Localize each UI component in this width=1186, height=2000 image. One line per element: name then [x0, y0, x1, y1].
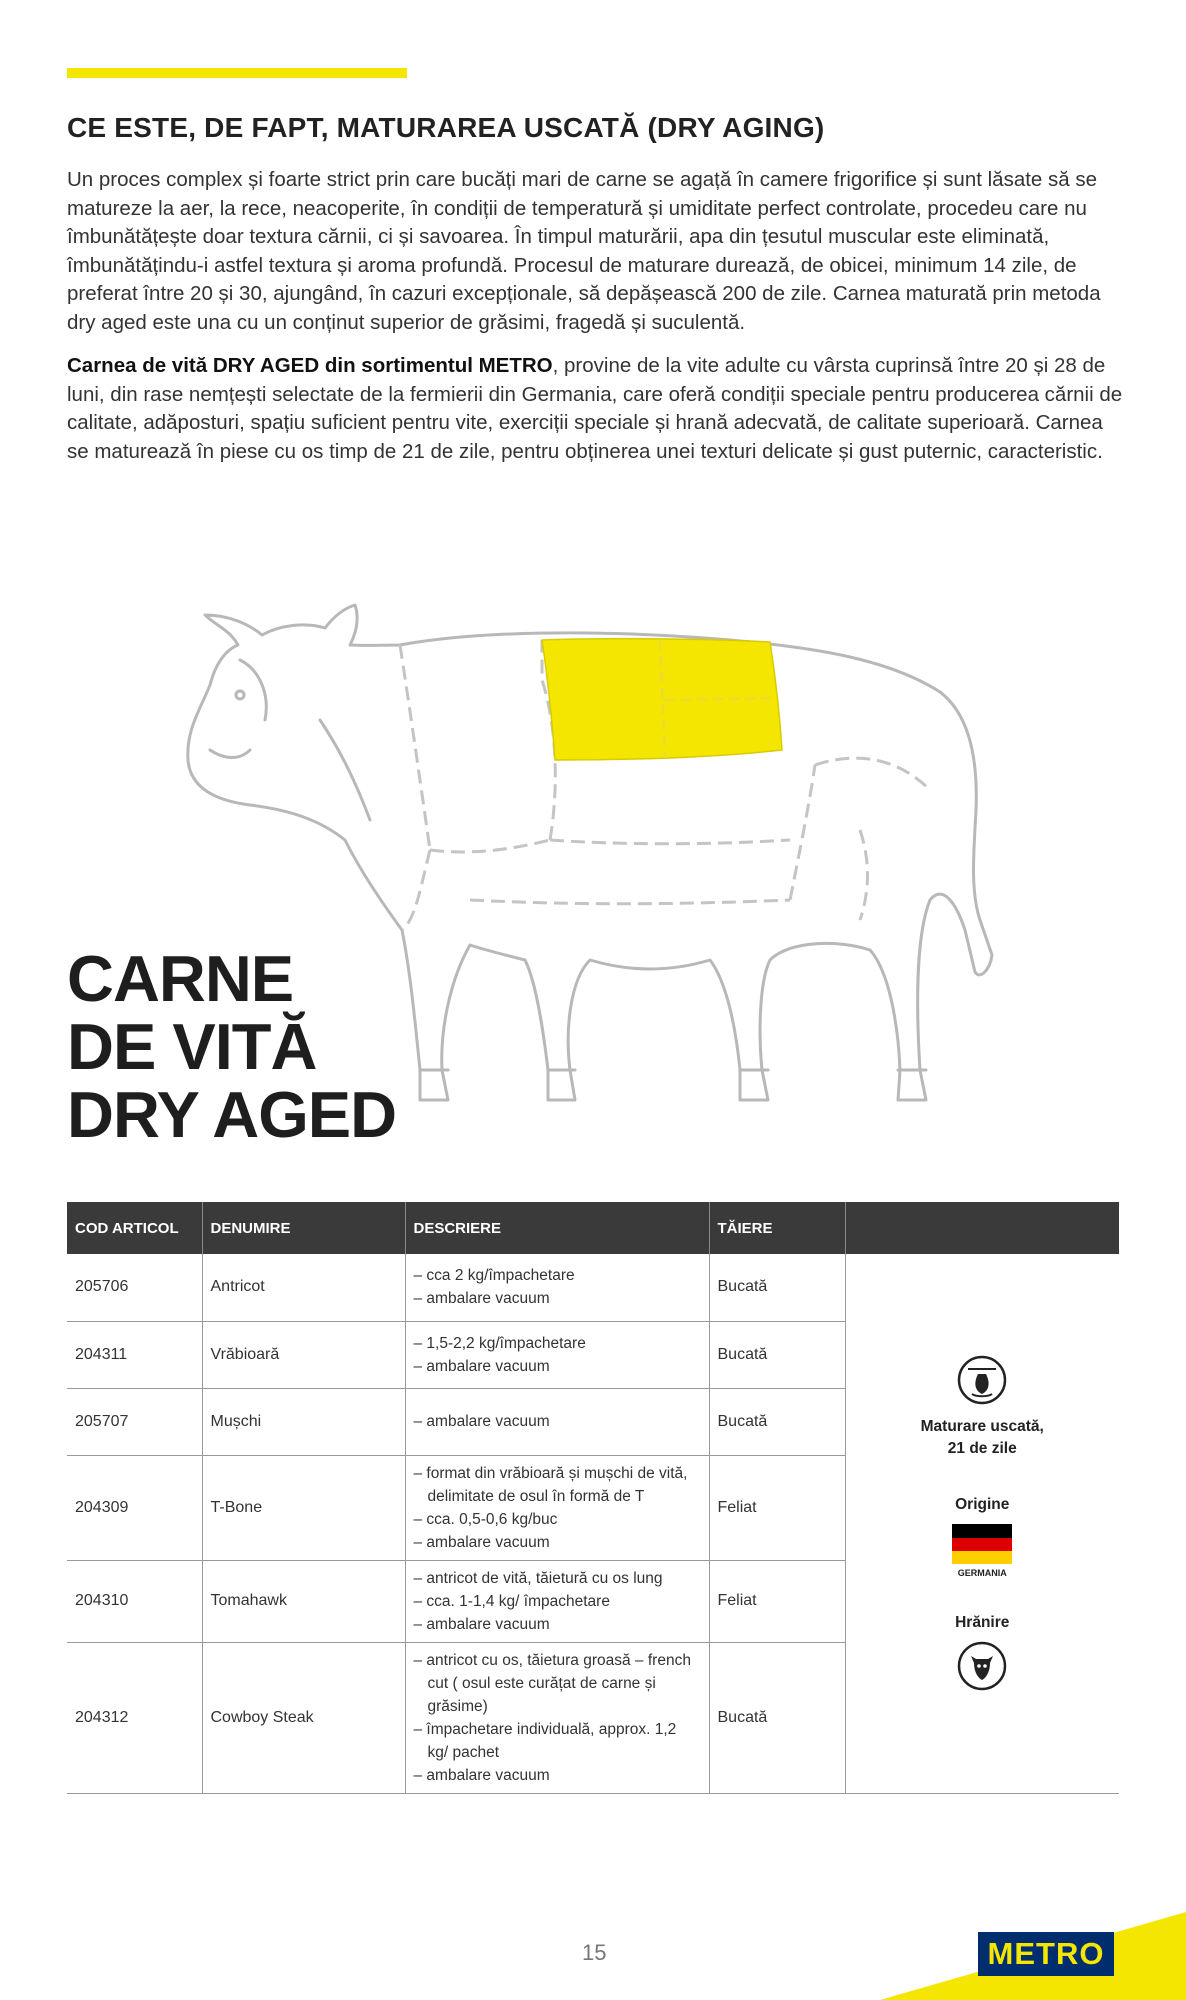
desc-line: – cca. 0,5-0,6 kg/buc	[413, 1510, 558, 1528]
accent-bar	[67, 68, 407, 78]
feeding-label: Hrănire	[955, 1614, 1010, 1632]
header-desc: DESCRIERE	[405, 1202, 709, 1254]
cell-cut: Feliat	[709, 1560, 845, 1642]
maturation-label-2: 21 de zile	[947, 1440, 1017, 1458]
cut-line-belly	[470, 900, 790, 904]
maturation-label-1: Maturare uscată,	[920, 1418, 1044, 1436]
desc-line: – cca. 1-1,4 kg/ împachetare	[413, 1592, 610, 1610]
cell-desc	[405, 1321, 709, 1388]
cell-desc	[405, 1455, 709, 1560]
metro-logo: METRO	[978, 1932, 1114, 1976]
cell-code: 205706	[67, 1254, 202, 1321]
cell-name: Cowboy Steak	[202, 1642, 405, 1793]
origin-country: GERMANIA	[957, 1568, 1007, 1579]
header-side	[845, 1202, 1119, 1254]
page-number: 15	[582, 1940, 607, 1965]
table-row	[67, 1254, 1119, 1321]
cell-name: Antricot	[202, 1254, 405, 1321]
cell-cut: Bucată	[709, 1254, 845, 1321]
cell-code: 205707	[67, 1388, 202, 1455]
desc-line: – împachetare individuală, approx. 1,2 kg/ pachet	[413, 1720, 677, 1761]
desc-line: – ambalare vacuum	[413, 1766, 550, 1784]
cell-cut: Bucată	[709, 1642, 845, 1793]
cell-desc	[405, 1642, 709, 1793]
cell-name: Mușchi	[202, 1388, 405, 1455]
section-title: CE ESTE, DE FAPT, MATURAREA USCATĂ (DRY AGING)	[67, 112, 825, 143]
desc-line: – 1,5-2,2 kg/împachetare	[413, 1334, 586, 1352]
cell-desc	[405, 1254, 709, 1321]
header-name: DENUMIRE	[202, 1202, 405, 1254]
big-title-line-2: DE VITĂ	[67, 1010, 317, 1083]
desc-line: – ambalare vacuum	[413, 1533, 550, 1551]
products-table	[67, 1202, 1119, 1794]
desc-line: – ambalare vacuum	[413, 1413, 550, 1430]
table-header-row	[67, 1202, 1119, 1254]
desc-line: – antricot cu os, tăietura groasă – french cut ( osul este curățat de carne și grăsime)	[413, 1651, 691, 1715]
cell-code: 204309	[67, 1455, 202, 1560]
metro-paragraph-text: , provine de la vite adulte cu vârsta cuprinsă între 20 și 28 de luni, din rase nemțești selectate de la fermierii din Germania, care oferă condiții speciale pentru producerea cărnii de calitate, adăposturi, spațiu suficient pentru vite, exerciții speciale și hrană adecvată, de calitate superioară. Carnea se maturează în piese cu os timp de 21 de zile, pentru obținerea unei texturi delicate și gust puternic, caracteristic.	[67, 354, 1123, 463]
cell-code: 204312	[67, 1642, 202, 1793]
header-cut: TĂIERE	[709, 1202, 845, 1254]
cut-line-rib-lower	[550, 840, 790, 844]
desc-line: – cca 2 kg/împachetare	[413, 1267, 575, 1285]
cut-line-round	[815, 758, 930, 790]
cow-head-icon	[956, 1640, 1008, 1692]
intro-paragraph: Un proces complex și foarte strict prin care bucăți mari de carne se agață în camere frigorifice și sunt lăsate să se matureze la aer, la rece, neacoperite, în condiții de temperatură și umiditate perfect controlate, procedeu care nu îmbunătățește doar textura cărnii, ci și savoarea. În timpul maturării, apa din țesutul muscular este eliminată, îmbunătățindu-i astfel textura și aroma profundă. Procesul de maturare durează, de obicei, minimum 14 zile, de preferat între 20 și 30, ajungând, în cazuri excepționale, să depășească 200 de zile. Carnea maturată prin metoda dry aged este una cu un conținut superior de grăsimi, fragedă și suculentă.	[67, 168, 1101, 334]
cut-line-hind	[860, 830, 868, 920]
cell-cut: Feliat	[709, 1455, 845, 1560]
desc-line: – antricot de vită, tăietură cu os lung	[413, 1569, 663, 1587]
hanging-meat-icon	[956, 1354, 1008, 1406]
cell-code: 204310	[67, 1560, 202, 1642]
metro-paragraph	[67, 352, 1127, 466]
cell-name: Tomahawk	[202, 1560, 405, 1642]
header-code: COD ARTICOL	[67, 1202, 202, 1254]
cut-line-flank	[790, 765, 815, 900]
desc-line: – ambalare vacuum	[413, 1357, 550, 1375]
cell-cut: Bucată	[709, 1388, 845, 1455]
origin-label: Origine	[955, 1496, 1010, 1514]
cell-cut: Bucată	[709, 1321, 845, 1388]
cut-line-neck	[400, 645, 430, 850]
cell-name: T-Bone	[202, 1455, 405, 1560]
desc-line: – ambalare vacuum	[413, 1615, 550, 1633]
big-title-line-3: DRY AGED	[67, 1078, 397, 1151]
cell-name: Vrăbioară	[202, 1321, 405, 1388]
cell-code: 204311	[67, 1321, 202, 1388]
desc-line: – format din vrăbioară și mușchi de vită, delimitate de osul în formă de T	[413, 1464, 688, 1505]
cut-line-shoulder	[430, 840, 550, 852]
cell-desc	[405, 1560, 709, 1642]
big-title-line-1: CARNE	[67, 942, 294, 1015]
germany-flag-icon	[952, 1524, 1012, 1564]
big-title	[67, 942, 397, 1151]
cut-line-brisket	[402, 850, 430, 930]
cell-desc	[405, 1388, 709, 1455]
desc-line: – ambalare vacuum	[413, 1290, 550, 1308]
product-info-panel	[845, 1254, 1119, 1793]
metro-paragraph-bold: Carnea de vită DRY AGED din sortimentul METRO	[67, 354, 553, 377]
